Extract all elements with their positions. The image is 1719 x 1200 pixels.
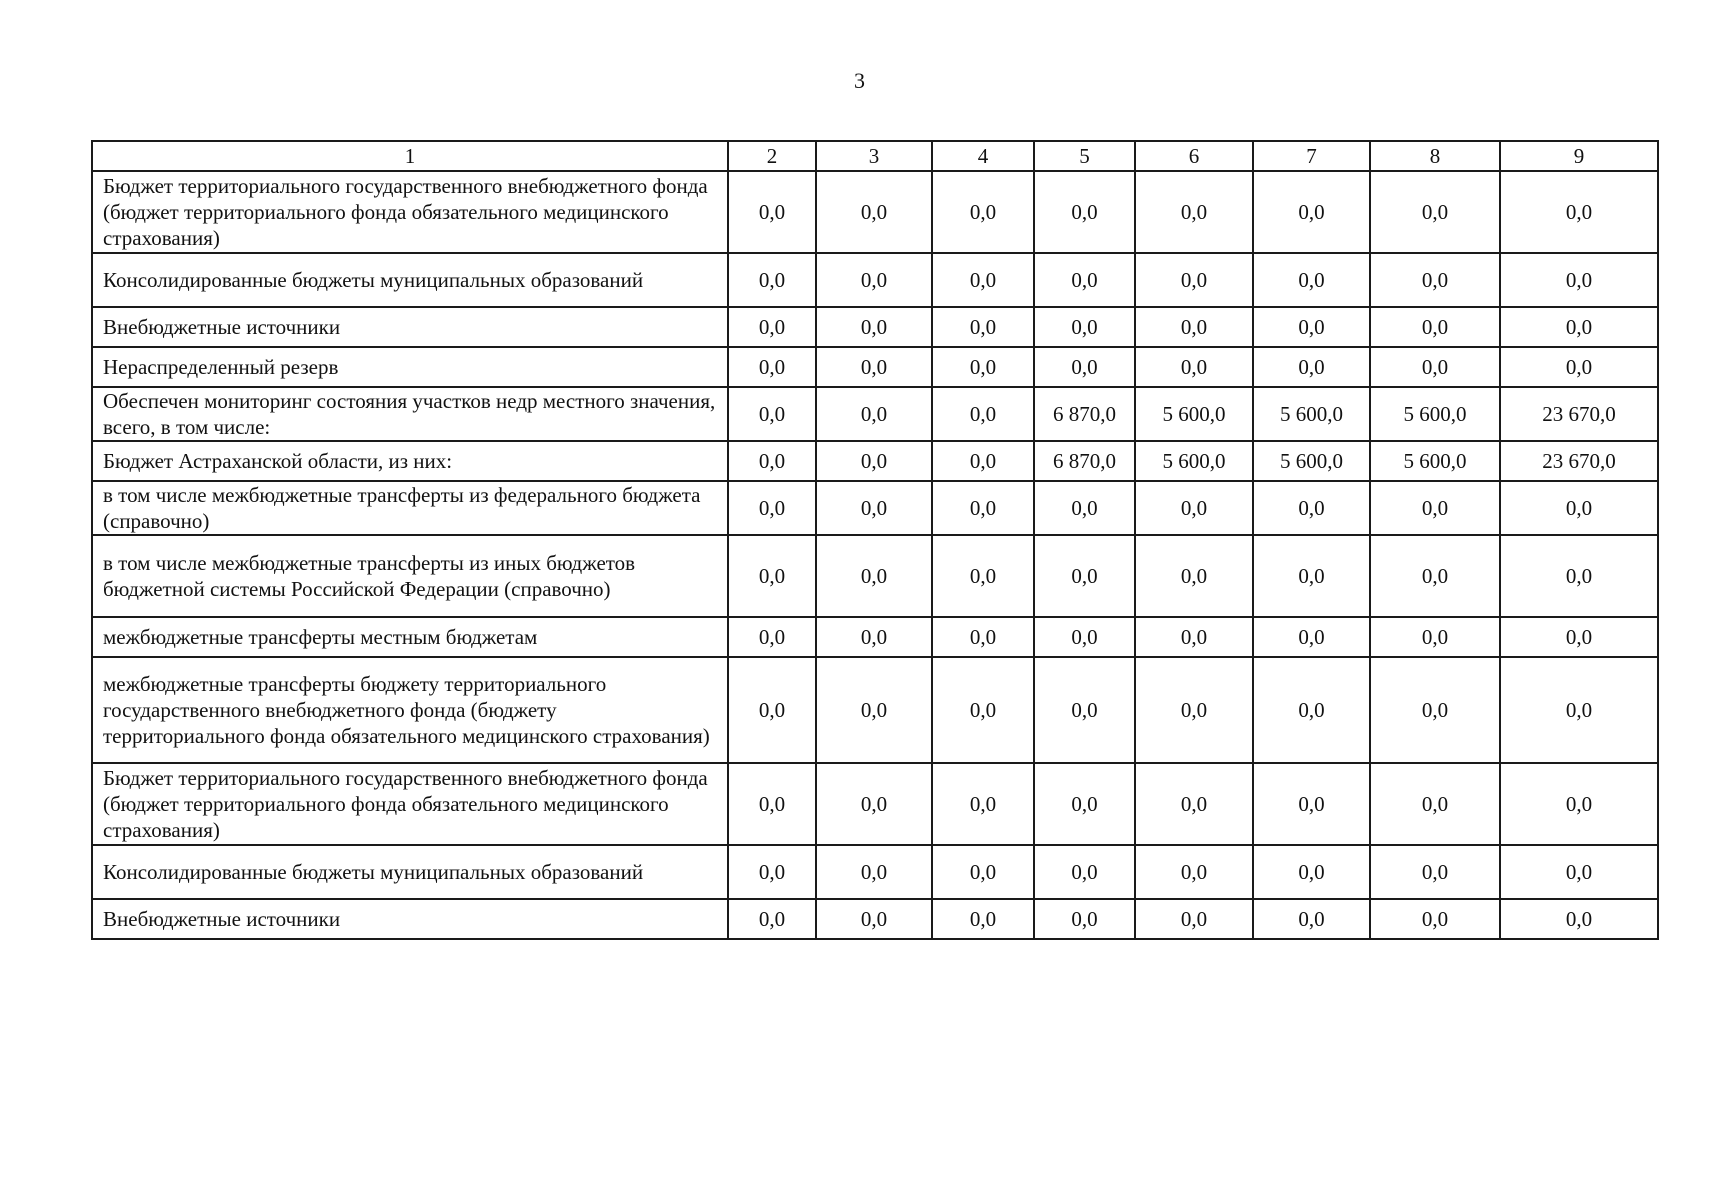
table-row [92, 171, 1658, 253]
value-cell: 0,0 [1034, 253, 1135, 307]
value-cell: 0,0 [1135, 347, 1253, 387]
value-cell: 0,0 [1370, 763, 1500, 845]
row-label: в том числе межбюджетные трансферты из федерального бюджета (справочно) [92, 481, 728, 535]
value-cell: 0,0 [1370, 845, 1500, 899]
value-cell: 0,0 [1135, 763, 1253, 845]
header-cell: 5 [1034, 141, 1135, 171]
table-row [92, 307, 1658, 347]
value-cell: 0,0 [1500, 763, 1658, 845]
value-cell: 0,0 [1500, 845, 1658, 899]
value-cell: 0,0 [1034, 845, 1135, 899]
table-body [92, 171, 1658, 939]
value-cell: 0,0 [1253, 899, 1370, 939]
value-cell: 0,0 [816, 347, 932, 387]
row-label: Нераспределенный резерв [92, 347, 728, 387]
value-cell: 0,0 [816, 763, 932, 845]
value-cell: 0,0 [1253, 307, 1370, 347]
value-cell: 0,0 [1500, 899, 1658, 939]
header-cell: 8 [1370, 141, 1500, 171]
value-cell: 0,0 [1135, 617, 1253, 657]
value-cell: 0,0 [1370, 481, 1500, 535]
value-cell: 0,0 [932, 899, 1034, 939]
row-label: Бюджет территориального государственного внебюджетного фонда (бюджет территориального фонда обязательного медицинского страхования) [92, 763, 728, 845]
value-cell: 0,0 [1034, 657, 1135, 763]
value-cell: 0,0 [1253, 253, 1370, 307]
table-row [92, 441, 1658, 481]
value-cell: 0,0 [1500, 307, 1658, 347]
value-cell: 6 870,0 [1034, 441, 1135, 481]
value-cell: 0,0 [1370, 535, 1500, 617]
value-cell: 0,0 [1034, 617, 1135, 657]
header-cell: 4 [932, 141, 1034, 171]
value-cell: 0,0 [932, 657, 1034, 763]
value-cell: 0,0 [1253, 535, 1370, 617]
table-row [92, 763, 1658, 845]
value-cell: 0,0 [1500, 347, 1658, 387]
value-cell: 0,0 [932, 347, 1034, 387]
table-row [92, 899, 1658, 939]
value-cell: 0,0 [816, 171, 932, 253]
value-cell: 0,0 [1370, 617, 1500, 657]
value-cell: 0,0 [1034, 535, 1135, 617]
row-label: в том числе межбюджетные трансферты из иных бюджетов бюджетной системы Российской Федерации (справочно) [92, 535, 728, 617]
value-cell: 0,0 [728, 763, 816, 845]
value-cell: 0,0 [728, 441, 816, 481]
value-cell: 5 600,0 [1253, 441, 1370, 481]
header-cell: 1 [92, 141, 728, 171]
value-cell: 0,0 [728, 347, 816, 387]
value-cell: 0,0 [1253, 481, 1370, 535]
row-label: Бюджет Астраханской области, из них: [92, 441, 728, 481]
value-cell: 0,0 [816, 441, 932, 481]
value-cell: 0,0 [816, 387, 932, 441]
value-cell: 0,0 [816, 899, 932, 939]
value-cell: 0,0 [1135, 899, 1253, 939]
value-cell: 0,0 [1500, 657, 1658, 763]
header-row [92, 141, 1658, 171]
row-label: Консолидированные бюджеты муниципальных образований [92, 845, 728, 899]
value-cell: 0,0 [728, 899, 816, 939]
value-cell: 0,0 [1135, 307, 1253, 347]
value-cell: 0,0 [1135, 535, 1253, 617]
value-cell: 5 600,0 [1370, 441, 1500, 481]
value-cell: 0,0 [816, 535, 932, 617]
budget-table [91, 140, 1659, 940]
value-cell: 0,0 [1500, 535, 1658, 617]
header-cell: 9 [1500, 141, 1658, 171]
value-cell: 0,0 [1500, 253, 1658, 307]
value-cell: 0,0 [1034, 307, 1135, 347]
header-cell: 3 [816, 141, 932, 171]
value-cell: 0,0 [1034, 763, 1135, 845]
row-label: Бюджет территориального государственного внебюджетного фонда (бюджет территориального фонда обязательного медицинского страхования) [92, 171, 728, 253]
value-cell: 0,0 [1500, 617, 1658, 657]
table-row [92, 535, 1658, 617]
value-cell: 0,0 [728, 617, 816, 657]
value-cell: 0,0 [1253, 657, 1370, 763]
value-cell: 0,0 [932, 307, 1034, 347]
value-cell: 0,0 [1135, 253, 1253, 307]
header-cell: 7 [1253, 141, 1370, 171]
value-cell: 0,0 [728, 657, 816, 763]
value-cell: 0,0 [1370, 657, 1500, 763]
value-cell: 0,0 [932, 845, 1034, 899]
table-row [92, 657, 1658, 763]
header-cell: 2 [728, 141, 816, 171]
table-row [92, 347, 1658, 387]
page-number: 3 [854, 68, 865, 93]
value-cell: 0,0 [1253, 617, 1370, 657]
value-cell: 0,0 [1034, 481, 1135, 535]
value-cell: 0,0 [932, 617, 1034, 657]
value-cell: 0,0 [816, 657, 932, 763]
value-cell: 0,0 [1135, 171, 1253, 253]
value-cell: 0,0 [816, 253, 932, 307]
value-cell: 0,0 [1135, 481, 1253, 535]
value-cell: 0,0 [932, 481, 1034, 535]
value-cell: 0,0 [728, 307, 816, 347]
value-cell: 0,0 [728, 387, 816, 441]
value-cell: 0,0 [1370, 347, 1500, 387]
row-label: Обеспечен мониторинг состояния участков недр местного значения, всего, в том числе: [92, 387, 728, 441]
value-cell: 0,0 [816, 481, 932, 535]
value-cell: 0,0 [1034, 171, 1135, 253]
value-cell: 0,0 [1253, 845, 1370, 899]
value-cell: 23 670,0 [1500, 441, 1658, 481]
value-cell: 0,0 [1370, 171, 1500, 253]
row-label: Консолидированные бюджеты муниципальных образований [92, 253, 728, 307]
value-cell: 0,0 [728, 845, 816, 899]
value-cell: 0,0 [932, 387, 1034, 441]
value-cell: 0,0 [1034, 899, 1135, 939]
value-cell: 0,0 [728, 481, 816, 535]
value-cell: 0,0 [1500, 481, 1658, 535]
value-cell: 0,0 [932, 441, 1034, 481]
table-row [92, 387, 1658, 441]
value-cell: 0,0 [728, 535, 816, 617]
value-cell: 0,0 [816, 617, 932, 657]
value-cell: 0,0 [1253, 763, 1370, 845]
value-cell: 0,0 [932, 253, 1034, 307]
row-label: межбюджетные трансферты бюджету территориального государственного внебюджетного фонда (бюджету территориального фонда обязательного медицинского страхования) [92, 657, 728, 763]
value-cell: 0,0 [1253, 347, 1370, 387]
value-cell: 0,0 [1135, 657, 1253, 763]
value-cell: 23 670,0 [1500, 387, 1658, 441]
value-cell: 0,0 [1370, 899, 1500, 939]
value-cell: 0,0 [816, 307, 932, 347]
row-label: межбюджетные трансферты местным бюджетам [92, 617, 728, 657]
table-row [92, 845, 1658, 899]
table-row [92, 253, 1658, 307]
value-cell: 6 870,0 [1034, 387, 1135, 441]
value-cell: 0,0 [932, 763, 1034, 845]
value-cell: 0,0 [1370, 307, 1500, 347]
value-cell: 0,0 [932, 535, 1034, 617]
value-cell: 5 600,0 [1370, 387, 1500, 441]
table-row [92, 617, 1658, 657]
value-cell: 0,0 [1500, 171, 1658, 253]
row-label: Внебюджетные источники [92, 899, 728, 939]
value-cell: 0,0 [728, 253, 816, 307]
header-cell: 6 [1135, 141, 1253, 171]
value-cell: 0,0 [932, 171, 1034, 253]
value-cell: 5 600,0 [1135, 441, 1253, 481]
value-cell: 0,0 [728, 171, 816, 253]
value-cell: 0,0 [816, 845, 932, 899]
row-label: Внебюджетные источники [92, 307, 728, 347]
value-cell: 0,0 [1370, 253, 1500, 307]
value-cell: 5 600,0 [1253, 387, 1370, 441]
value-cell: 0,0 [1253, 171, 1370, 253]
table-row [92, 481, 1658, 535]
value-cell: 0,0 [1034, 347, 1135, 387]
value-cell: 5 600,0 [1135, 387, 1253, 441]
value-cell: 0,0 [1135, 845, 1253, 899]
